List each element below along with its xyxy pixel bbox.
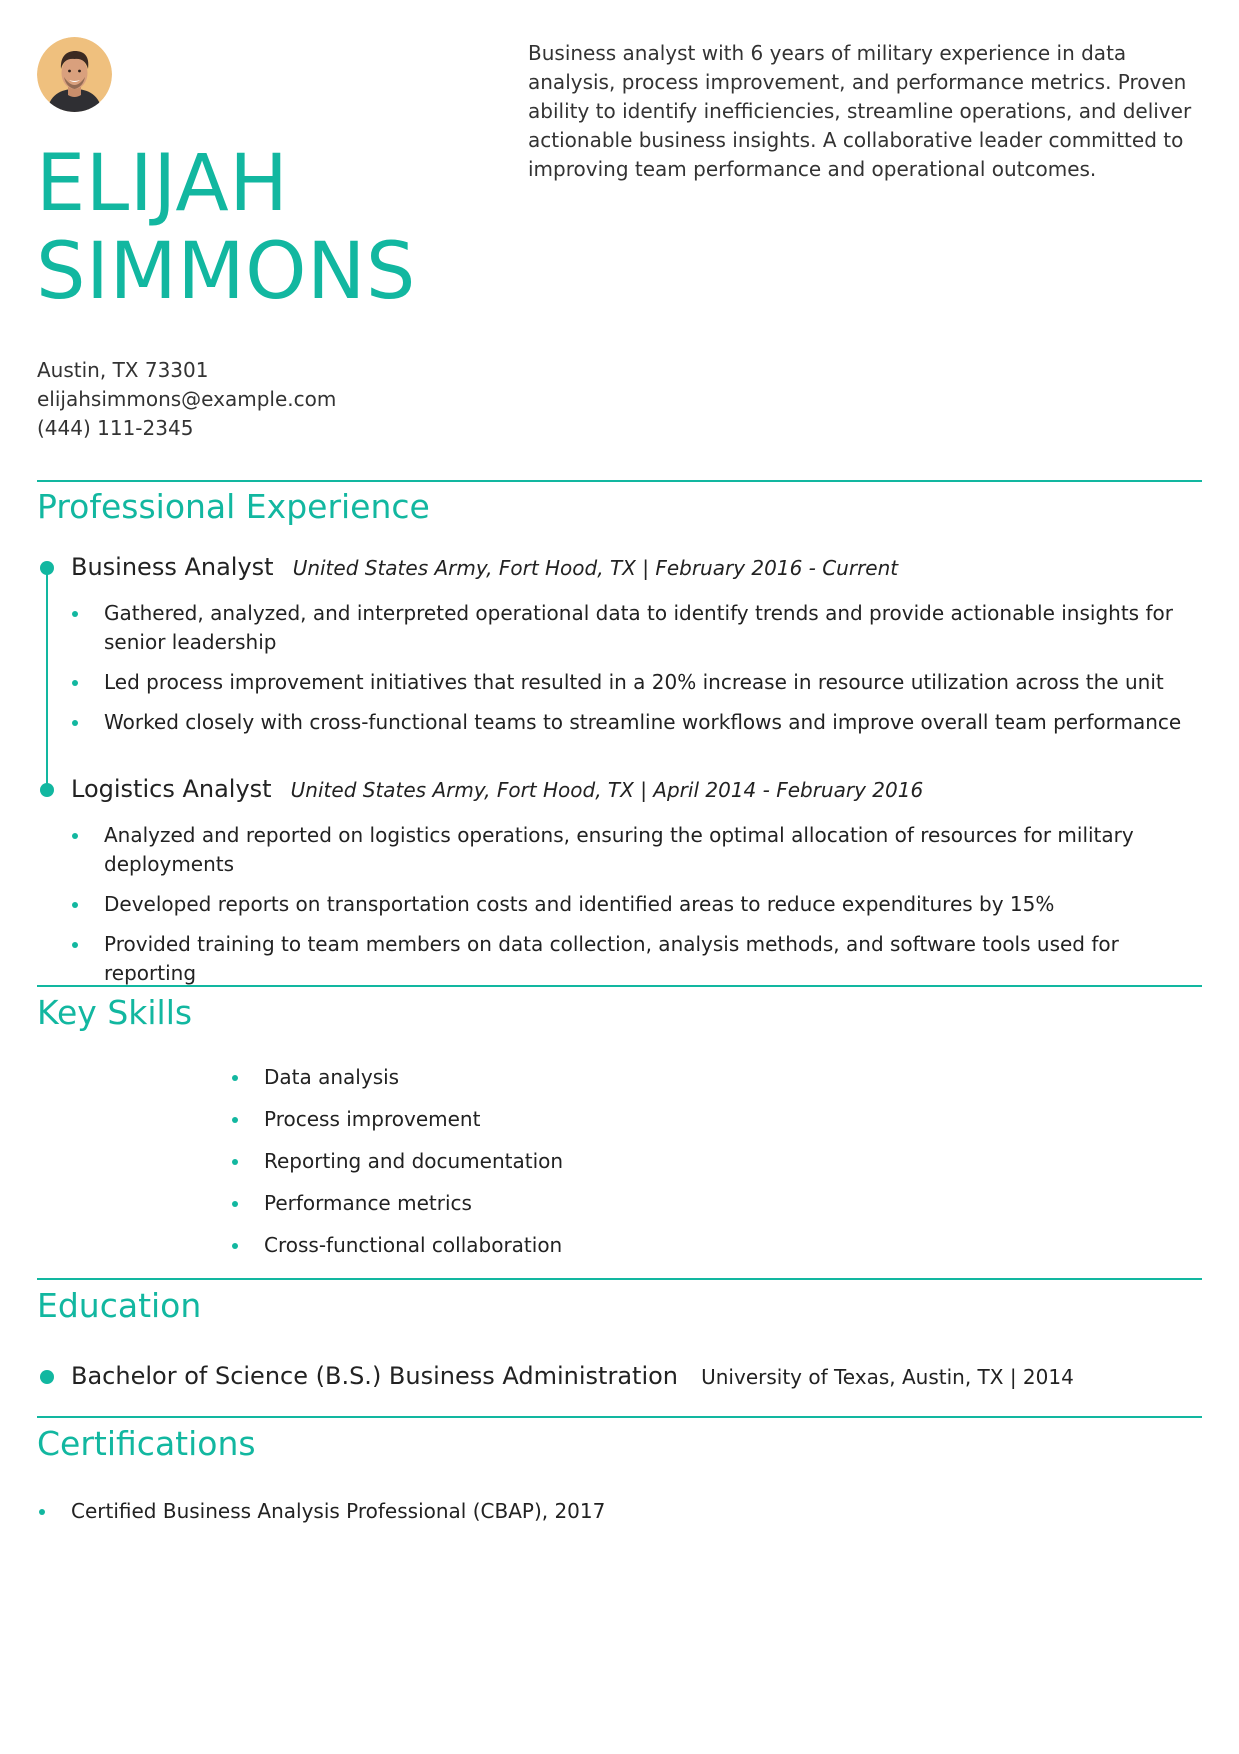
- section-divider: [37, 1416, 1202, 1418]
- job-bullets: [71, 821, 1211, 999]
- bullet-text: Analyzed and reported on logistics operations, ensuring the optimal allocation of resources for military deployments: [104, 823, 1134, 876]
- job-header: [71, 553, 898, 581]
- professional-summary: Business analyst with 6 years of military experience in data analysis, process improvement, and performance metrics. Proven ability to identify inefficiencies, streamline operations, and deliver actionable business insights. A collaborative leader committed to improving team performance and operational outcomes.: [528, 41, 1192, 181]
- bullet-text: Worked closely with cross-functional teams to streamline workflows and improve overall team performance: [104, 710, 1182, 734]
- experience-timeline: [46, 571, 48, 795]
- education-entry: [71, 1362, 1074, 1390]
- bullet-icon: [72, 833, 78, 839]
- contact-phone[interactable]: (444) 111-2345: [37, 416, 194, 440]
- list-item: [37, 1497, 605, 1526]
- job-meta: United States Army, Fort Hood, TX | February 2016 - Current: [292, 556, 899, 580]
- list-item: [71, 708, 1211, 737]
- list-item: [231, 1147, 563, 1189]
- skill-text: Performance metrics: [264, 1191, 472, 1215]
- section-title-education: Education: [37, 1286, 202, 1325]
- list-item: [71, 890, 1211, 919]
- bullet-text: Developed reports on transportation costs and identified areas to reduce expenditures by 15%: [104, 892, 1055, 916]
- list-item: [71, 930, 1211, 988]
- bullet-icon: [72, 720, 78, 726]
- list-item: [71, 599, 1211, 657]
- first-name: ELIJAH: [36, 139, 289, 229]
- bullet-icon: [39, 1509, 45, 1515]
- candidate-name: [36, 140, 416, 316]
- list-item: [231, 1105, 563, 1147]
- job-meta: United States Army, Fort Hood, TX | April 2014 - February 2016: [290, 778, 924, 802]
- section-divider: [37, 985, 1202, 987]
- contact-info: [37, 356, 336, 443]
- list-item: [71, 821, 1211, 879]
- section-divider: [37, 480, 1202, 482]
- job-title: Business Analyst: [71, 553, 274, 581]
- bullet-icon: [232, 1075, 238, 1081]
- list-item: [231, 1063, 563, 1105]
- bullet-text: Provided training to team members on data collection, analysis methods, and software tools used for reporting: [104, 932, 1119, 985]
- skill-text: Process improvement: [264, 1107, 481, 1131]
- bullet-icon: [232, 1117, 238, 1123]
- bullet-icon: [232, 1243, 238, 1249]
- contact-email[interactable]: elijahsimmons@example.com: [37, 387, 337, 411]
- education-school: University of Texas, Austin, TX | 2014: [701, 1365, 1074, 1389]
- bullet-text: Led process improvement initiatives that resulted in a 20% increase in resource utilization across the unit: [104, 670, 1164, 694]
- profile-photo-icon: [37, 37, 112, 112]
- section-divider: [37, 1278, 1202, 1280]
- timeline-dot: [40, 783, 54, 797]
- bullet-text: Gathered, analyzed, and interpreted operational data to identify trends and provide actionable insights for senior leadership: [104, 601, 1173, 654]
- bullet-icon: [72, 680, 78, 686]
- list-item: [71, 668, 1211, 697]
- list-item: [231, 1189, 563, 1231]
- last-name: SIMMONS: [36, 227, 416, 317]
- job-header: [71, 775, 923, 803]
- bullet-icon: [232, 1159, 238, 1165]
- job-bullets: [71, 599, 1211, 748]
- list-item: [231, 1231, 563, 1273]
- avatar: [37, 37, 112, 112]
- skill-text: Cross-functional collaboration: [264, 1233, 563, 1257]
- education-dot: [40, 1370, 54, 1384]
- bullet-icon: [72, 611, 78, 617]
- certifications-list: [37, 1497, 605, 1526]
- bullet-icon: [72, 902, 78, 908]
- education-degree: Bachelor of Science (B.S.) Business Administration: [71, 1362, 679, 1390]
- certification-text: Certified Business Analysis Professional (CBAP), 2017: [71, 1499, 606, 1523]
- section-title-certifications: Certifications: [37, 1424, 256, 1463]
- bullet-icon: [232, 1201, 238, 1207]
- skill-text: Reporting and documentation: [264, 1149, 564, 1173]
- contact-location: Austin, TX 73301: [37, 358, 209, 382]
- section-title-experience: Professional Experience: [37, 487, 430, 526]
- skill-text: Data analysis: [264, 1065, 400, 1089]
- skills-list: [231, 1063, 563, 1273]
- section-title-skills: Key Skills: [37, 993, 193, 1032]
- bullet-icon: [72, 942, 78, 948]
- job-title: Logistics Analyst: [71, 775, 272, 803]
- timeline-dot: [40, 561, 54, 575]
